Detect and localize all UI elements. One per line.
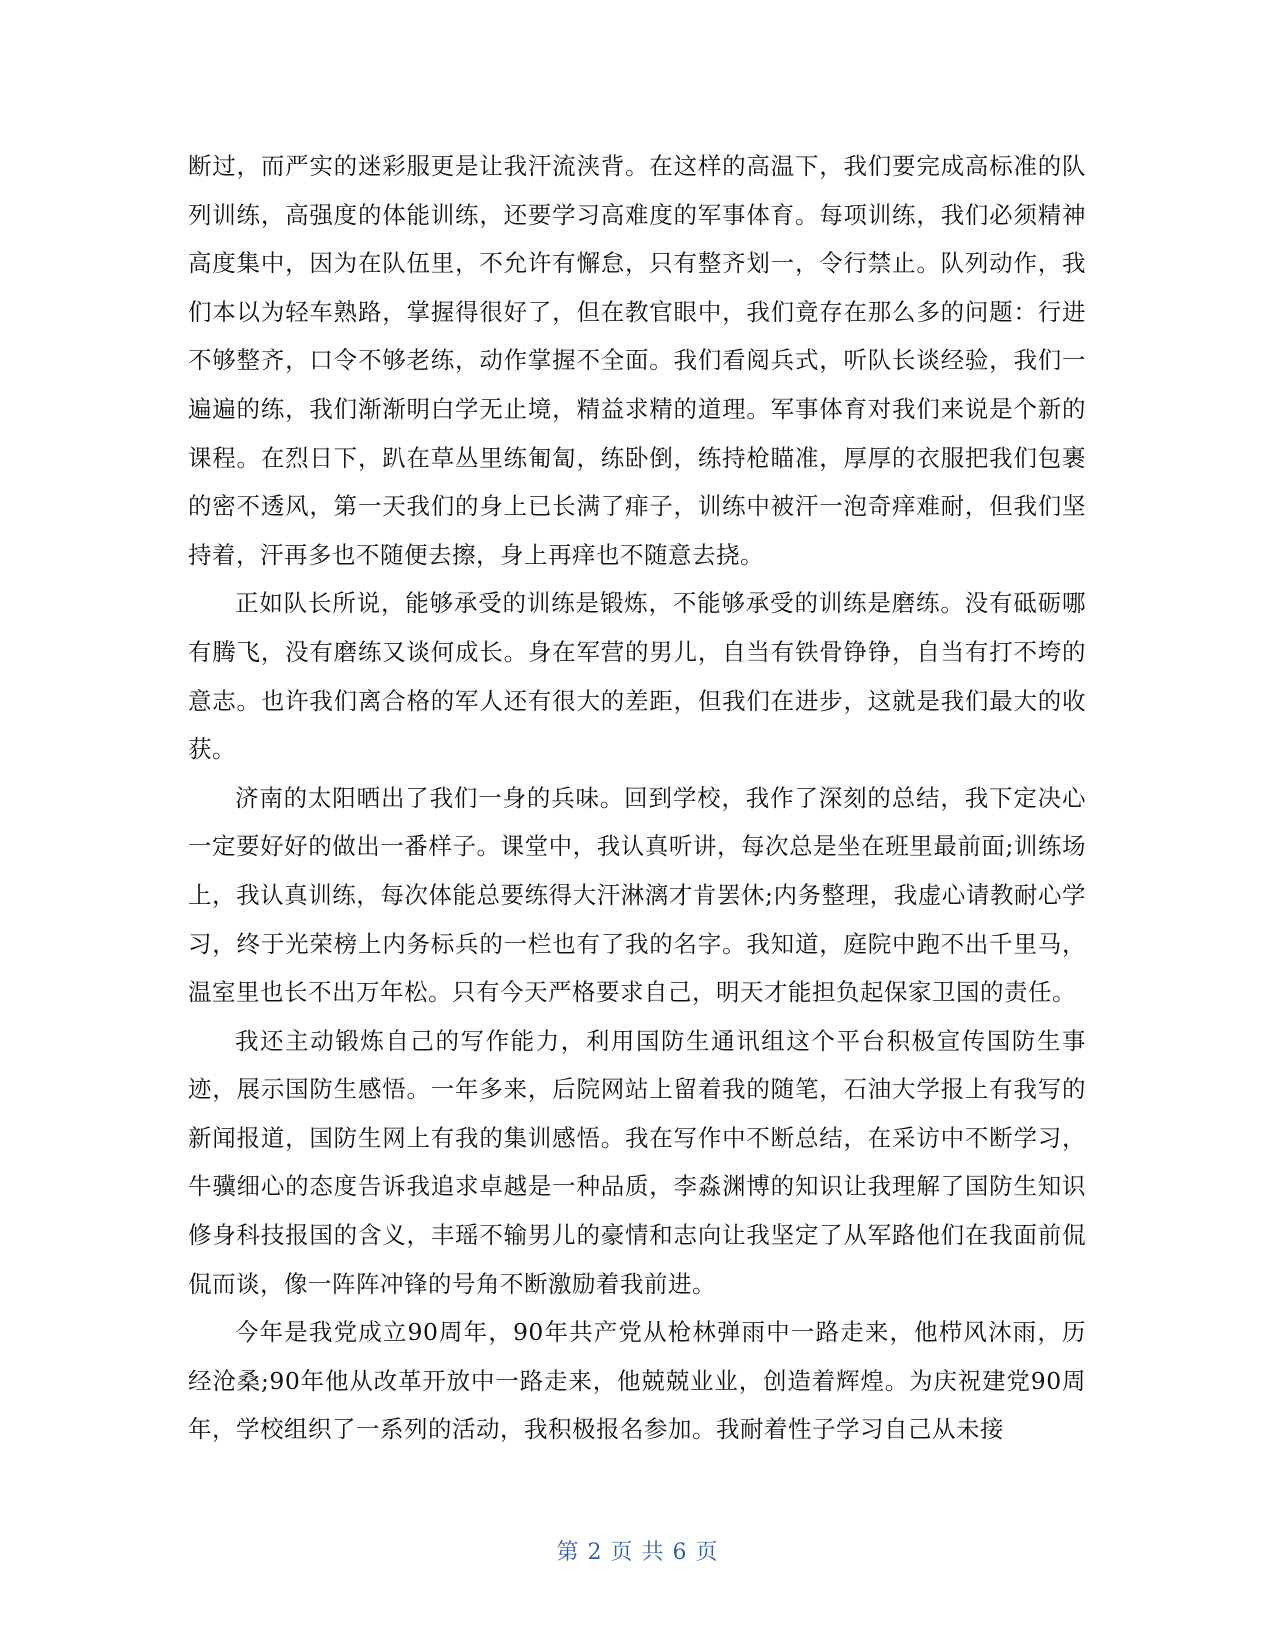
footer-total-pages: 6 — [672, 1540, 688, 1565]
paragraph-2: 正如队长所说，能够承受的训练是锻炼，不能够承受的训练是磨练。没有砥砺哪有腾飞，没有磨练又谈何成长。身在军营的男儿，自当有铁骨铮铮，自当有打不垮的意志。也许我们离合格的军人还有很大的差距，但我们在进步，这就是我们最大的收获。 — [188, 589, 1086, 764]
page-footer — [0, 1538, 1275, 1568]
footer-prefix: 第 — [556, 1540, 580, 1565]
footer-suffix: 页 — [695, 1540, 719, 1565]
paragraph-1: 断过，而严实的迷彩服更是让我汗流浃背。在这样的高温下，我们要完成高标准的队列训练，高强度的体能训练，还要学习高难度的军事体育。每项训练，我们必须精神高度集中，因为在队伍里，不允许有懈怠，只有整齐划一，令行禁止。队列动作，我们本以为轻车熟路，掌握得很好了，但在教官眼中，我们竟存在那么多的问题：行进不够整齐，口令不够老练，动作掌握不全面。我们看阅兵式，听队长谈经验，我们一遍遍的练，我们渐渐明白学无止境，精益求精的道理。军事体育对我们来说是个新的课程。在烈日下，趴在草丛里练匍匐，练卧倒，练持枪瞄准，厚厚的衣服把我们包裹的密不透风，第一天我们的身上已长满了痱子，训练中被汗一泡奇痒难耐，但我们坚持着，汗再多也不随便去擦，身上再痒也不随意去挠。 — [188, 152, 1086, 569]
footer-current-page: 2 — [587, 1540, 603, 1565]
document-body — [188, 142, 1086, 1454]
paragraph-4: 我还主动锻炼自己的写作能力，利用国防生通讯组这个平台积极宣传国防生事迹，展示国防生感悟。一年多来，后院网站上留着我的随笔，石油大学报上有我写的新闻报道，国防生网上有我的集训感悟。我在写作中不断总结，在采访中不断学习，牛骥细心的态度告诉我追求卓越是一种品质，李淼渊博的知识让我理解了国防生知识修身科技报国的含义，丰瑶不输男儿的豪情和志向让我坚定了从军路他们在我面前侃侃而谈，像一阵阵冲锋的号角不断激励着我前进。 — [188, 1026, 1086, 1298]
paragraph-3: 济南的太阳晒出了我们一身的兵味。回到学校，我作了深刻的总结，我下定决心一定要好好的做出一番样子。课堂中，我认真听讲，每次总是坐在班里最前面;训练场上，我认真训练，每次体能总要练得大汗淋漓才肯罢休;内务整理，我虚心请教耐心学习，终于光荣榜上内务标兵的一栏也有了我的名字。我知道，庭院中跑不出千里马，温室里也长不出万年松。只有今天严格要求自己，明天才能担负起保家卫国的责任。 — [188, 783, 1086, 1007]
footer-middle: 页 共 — [610, 1540, 665, 1565]
paragraph-5: 今年是我党成立90周年，90年共产党从枪林弹雨中一路走来，他栉风沐雨，历经沧桑;90年他从改革开放中一路走来，他兢兢业业，创造着辉煌。为庆祝建党90周年，学校组织了一系列的活动，我积极报名参加。我耐着性子学习自己从未接 — [188, 1318, 1086, 1444]
